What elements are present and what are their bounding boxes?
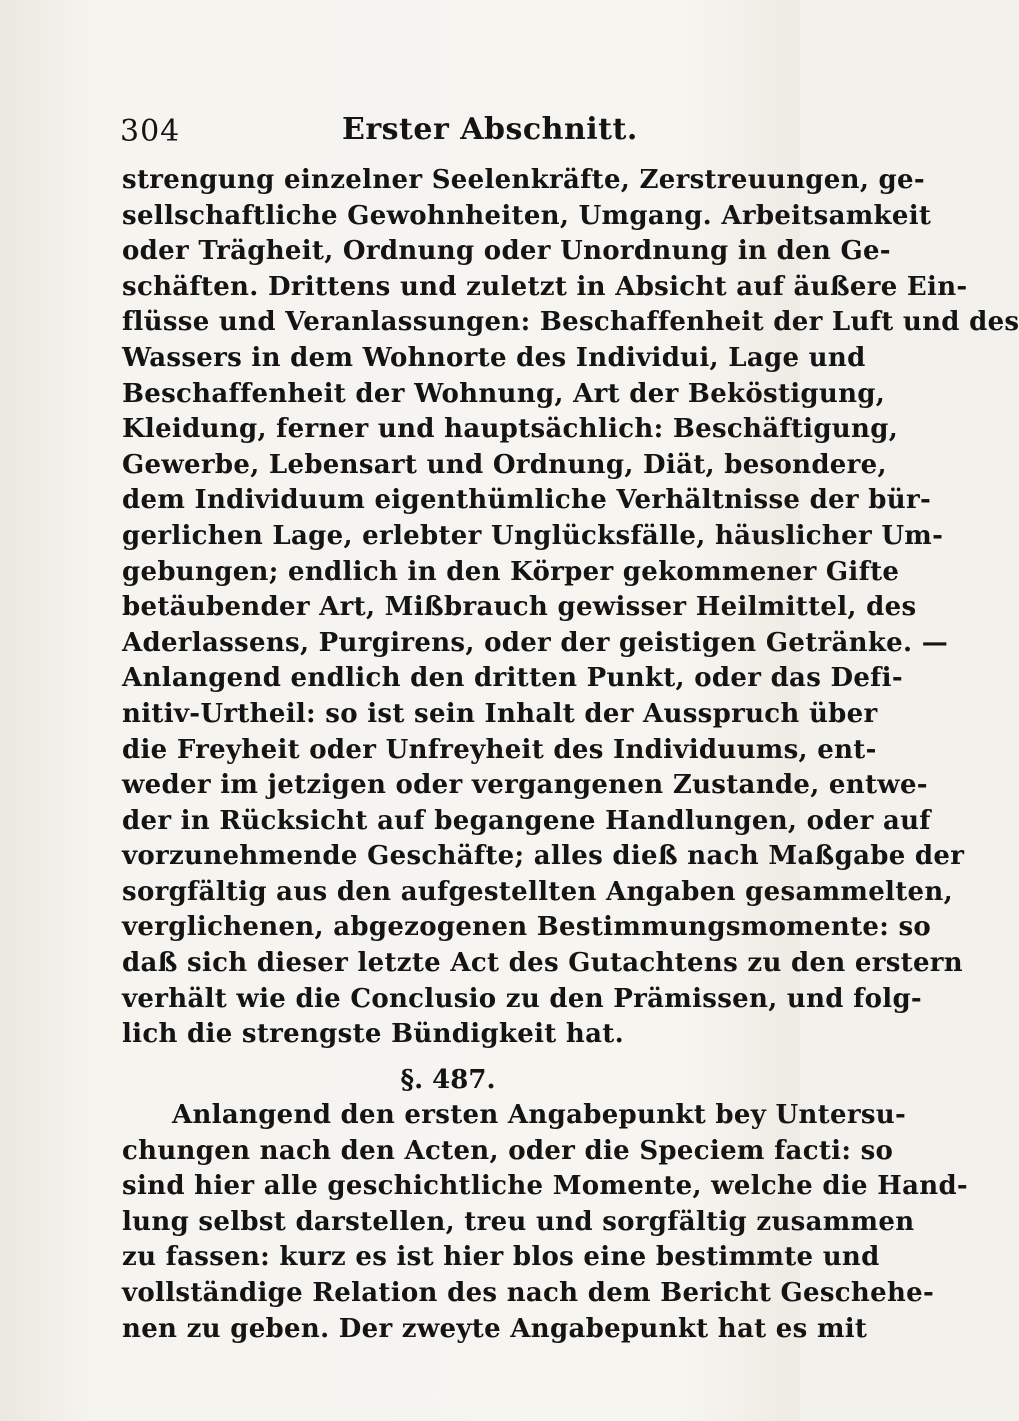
text-line: vorzunehmende Geschäfte; alles dieß nach Maßgabe der	[122, 841, 965, 872]
text-line: nitiv-Urtheil: so ist sein Inhalt der Ausspruch über	[122, 698, 878, 729]
text-line: chungen nach den Acten, oder die Speciem facti: so	[122, 1135, 894, 1166]
text-line: vollständige Relation des nach dem Bericht Geschehe-	[122, 1277, 935, 1308]
paragraph-continuation	[122, 163, 1019, 1053]
text-line: flüsse und Veranlassungen: Beschaffenheit der Luft und des	[122, 307, 1019, 338]
paragraph-section-487	[122, 1098, 969, 1347]
text-line: Beschaffenheit der Wohnung, Art der Beköstigung,	[122, 378, 886, 409]
text-line: Kleidung, ferner und hauptsächlich: Beschäftigung,	[122, 414, 899, 445]
text-line: verhält wie die Conclusio zu den Prämissen, und folg-	[122, 983, 923, 1014]
text-line: Anlangend den ersten Angabepunkt bey Untersu-	[172, 1100, 907, 1130]
text-line: strengung einzelner Seelenkräfte, Zerstreuungen, ge-	[122, 165, 925, 195]
text-line: lung selbst darstellen, treu und sorgfältig zusammen	[122, 1206, 915, 1237]
text-line: gerlichen Lage, erlebter Unglücksfälle, häuslicher Um-	[122, 520, 944, 551]
running-head: Erster Abschnitt.	[342, 112, 638, 147]
text-line: Aderlassens, Purgirens, oder der geistigen Getränke. —	[122, 627, 949, 658]
text-line: Wassers in dem Wohnorte des Individui, Lage und	[122, 342, 866, 373]
text-line: Gewerbe, Lebensart und Ordnung, Diät, besondere,	[122, 449, 887, 480]
text-line: nen zu geben. Der zweyte Angabepunkt hat es mit	[122, 1313, 868, 1344]
text-line: dem Individuum eigenthümliche Verhältnisse der bür-	[122, 485, 932, 516]
text-line: zu fassen: kurz es ist hier blos eine bestimmte und	[122, 1242, 880, 1273]
page-header	[120, 108, 780, 158]
text-line: sorgfältig aus den aufgestellten Angaben gesammelten,	[122, 876, 953, 907]
text-line: oder Trägheit, Ordnung oder Unordnung in den Ge-	[122, 236, 891, 267]
section-number: §. 487.	[400, 1065, 496, 1095]
text-line: sellschaftliche Gewohnheiten, Umgang. Arbeitsamkeit	[122, 200, 932, 231]
text-line: lich die strengste Bündigkeit hat.	[122, 1019, 624, 1050]
text-line: die Freyheit oder Unfreyheit des Individuums, ent-	[122, 734, 877, 765]
text-line: Anlangend endlich den dritten Punkt, oder das Defi-	[122, 663, 903, 694]
text-line: daß sich dieser letzte Act des Gutachtens zu den erstern	[122, 948, 964, 979]
page-number: 304	[120, 114, 181, 149]
text-line: verglichenen, abgezogenen Bestimmungsmomente: so	[122, 912, 932, 943]
text-line: schäften. Drittens und zuletzt in Absicht auf äußere Ein-	[122, 271, 968, 302]
section-heading	[0, 1065, 800, 1095]
text-line: weder im jetzigen oder vergangenen Zustande, entwe-	[122, 770, 928, 801]
text-line: betäubender Art, Mißbrauch gewisser Heilmittel, des	[122, 592, 917, 623]
text-line: der in Rücksicht auf begangene Handlungen, oder auf	[122, 805, 931, 836]
text-line: gebungen; endlich in den Körper gekommener Gifte	[122, 556, 900, 587]
text-line: sind hier alle geschichtliche Momente, welche die Hand-	[122, 1171, 969, 1202]
